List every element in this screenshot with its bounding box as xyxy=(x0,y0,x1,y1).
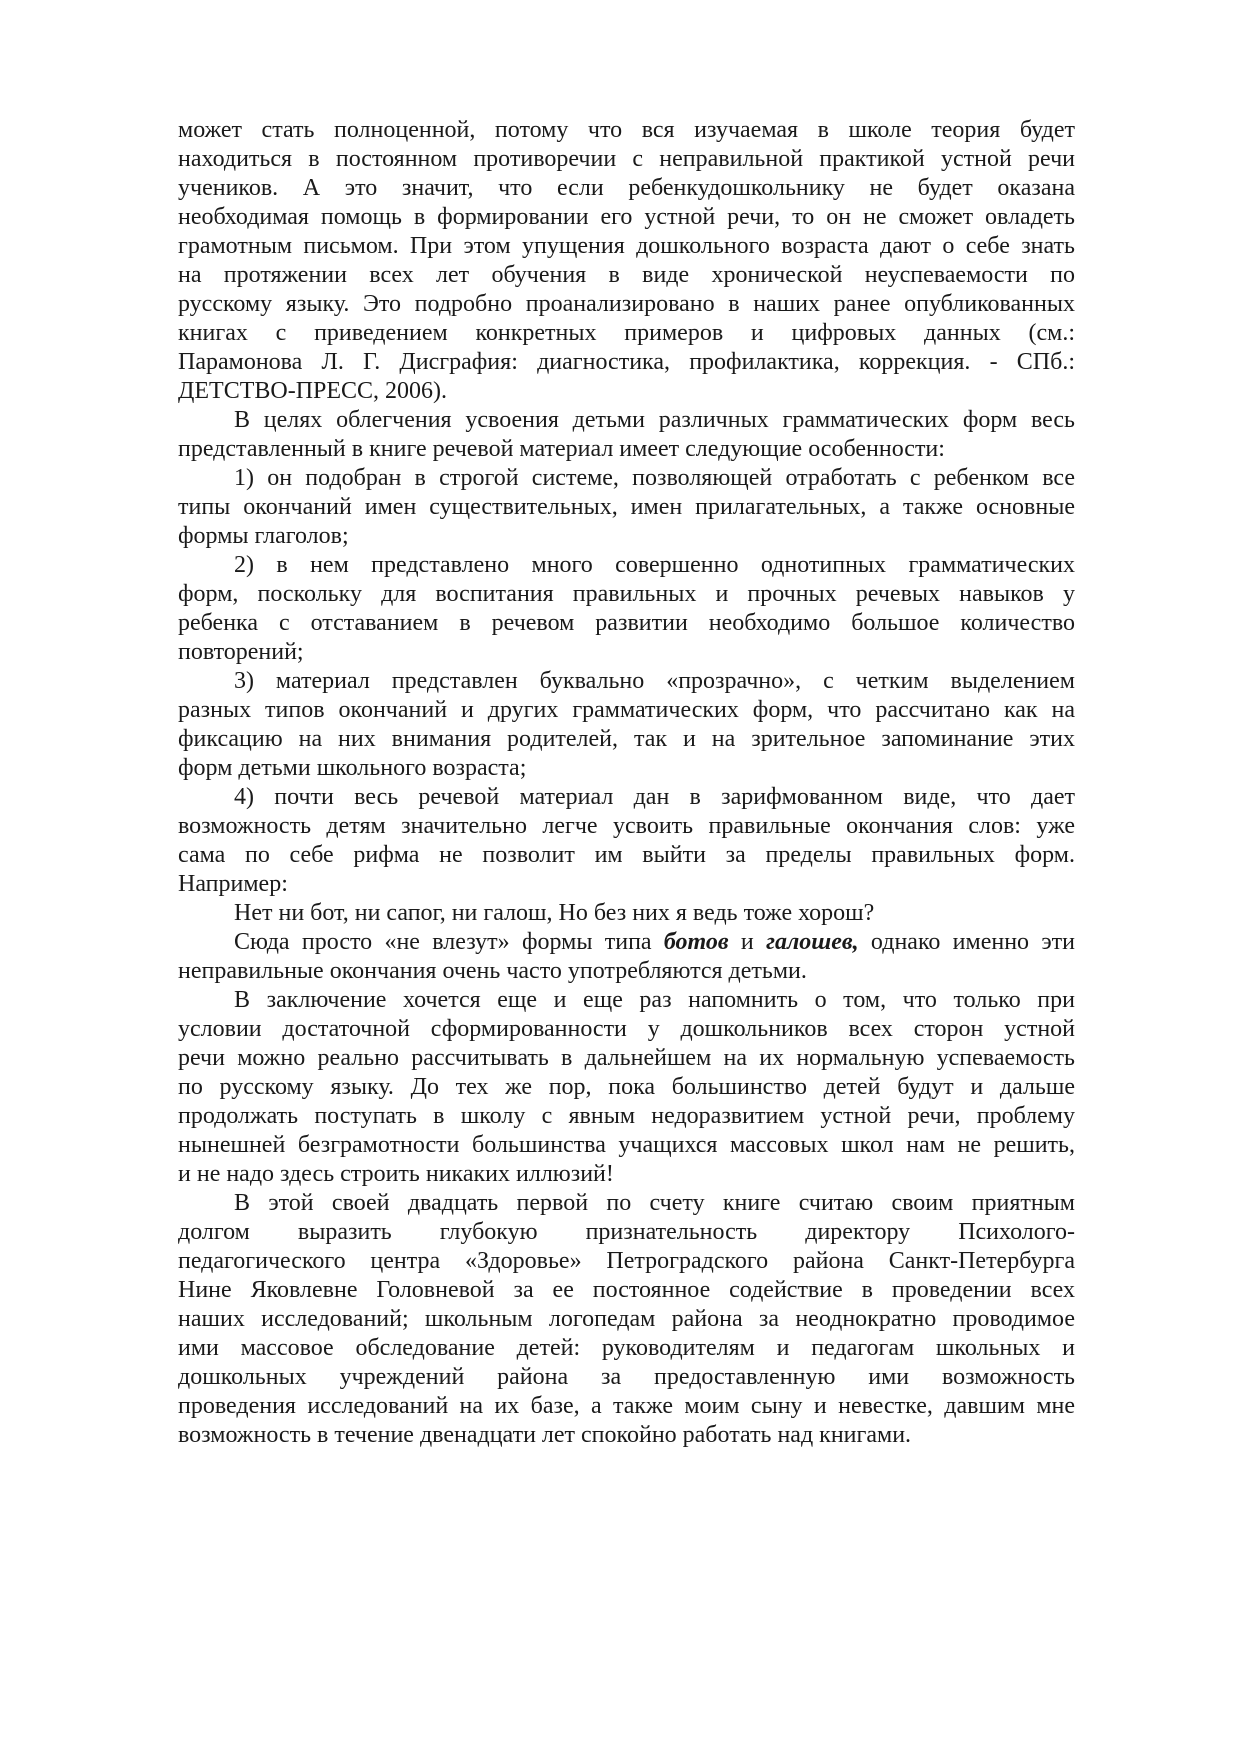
body-text-bottom xyxy=(178,986,1075,1450)
paragraph xyxy=(178,116,1075,406)
text-line: Нет ни бот, ни сапог, ни галош, Но без них я ведь тоже хорош? xyxy=(234,900,875,926)
text-line: неправильные окончания очень часто употребляются детьми. xyxy=(178,958,807,984)
text-line: возможность в течение двенадцати лет спокойно работать над книгами. xyxy=(178,1422,912,1448)
document-page xyxy=(178,116,1075,1450)
text-line: 1) он подобран в строгой системе, позволяющей отработать с ребенком все xyxy=(234,465,1075,491)
text-segment: однако именно эти xyxy=(858,929,1075,955)
text-line: необходимая помощь в формировании его устной речи, то он не сможет овладеть xyxy=(178,204,1075,230)
text-line: сама по себе рифма не позволит им выйти за пределы правильных форм. xyxy=(178,842,1075,868)
text-line: разных типов окончаний и других грамматических форм, что рассчитано как на xyxy=(178,697,1075,723)
text-segment: Сюда просто «не влезут» формы типа xyxy=(234,929,664,955)
text-line: форм детьми школьного возраста; xyxy=(178,755,527,781)
text-line: формы глаголов; xyxy=(178,523,349,549)
text-line: Например: xyxy=(178,871,288,897)
example-paragraph xyxy=(178,928,1075,986)
text-line: учеников. А это значит, что если ребенкудошкольнику не будет оказана xyxy=(178,175,1075,201)
paragraph xyxy=(178,667,1075,783)
text-line: наших исследований; школьным логопедам района за неоднократно проводимое xyxy=(178,1306,1075,1332)
text-line: ДЕТСТВО-ПРЕСС, 2006). xyxy=(178,378,448,404)
text-line: проведения исследований на их базе, а также моим сыну и невестке, давшим мне xyxy=(178,1393,1075,1419)
body-text-top xyxy=(178,116,1075,928)
text-line: условии достаточной сформированности у дошкольников всех сторон устной xyxy=(178,1016,1075,1042)
text-line: ребенка с отставанием в речевом развитии необходимо большое количество xyxy=(178,610,1075,636)
text-line: Нине Яковлевне Головневой за ее постоянное содействие в проведении всех xyxy=(178,1277,1075,1303)
text-line: повторений; xyxy=(178,639,304,665)
paragraph xyxy=(178,464,1075,551)
text-line: форм, поскольку для воспитания правильных и прочных речевых навыков у xyxy=(178,581,1075,607)
text-line: может стать полноценной, потому что вся изучаемая в школе теория будет xyxy=(178,117,1075,143)
text-line: продолжать поступать в школу с явным недоразвитием устной речи, проблему xyxy=(178,1103,1075,1129)
text-line: долгом выразить глубокую признательность директору Психолого- xyxy=(178,1219,1075,1245)
paragraph xyxy=(178,1189,1075,1450)
text-line: Парамонова Л. Г. Дисграфия: диагностика, профилактика, коррекция. - СПб.: xyxy=(178,349,1075,375)
text-line: возможность детям значительно легче усвоить правильные окончания слов: уже xyxy=(178,813,1075,839)
text-line: книгах с приведением конкретных примеров и цифровых данных (см.: xyxy=(178,320,1075,346)
text-line: В целях облегчения усвоения детьми различных грамматических форм весь xyxy=(234,407,1075,433)
text-line: 2) в нем представлено много совершенно однотипных грамматических xyxy=(234,552,1075,578)
text-line: В заключение хочется еще и еще раз напомнить о том, что только при xyxy=(234,987,1075,1013)
text-line: по русскому языку. До тех же пор, пока большинство детей будут и дальше xyxy=(178,1074,1075,1100)
text-line: 4) почти весь речевой материал дан в зарифмованном виде, что дает xyxy=(234,784,1075,810)
text-line: русскому языку. Это подробно проанализировано в наших ранее опубликованных xyxy=(178,291,1075,317)
text-line: на протяжении всех лет обучения в виде хронической неуспеваемости по xyxy=(178,262,1075,288)
text-line: нынешней безграмотности большинства учащихся массовых школ нам не решить, xyxy=(178,1132,1075,1158)
paragraph xyxy=(178,986,1075,1189)
paragraph xyxy=(178,783,1075,899)
text-line: фиксацию на них внимания родителей, так и на зрительное запоминание этих xyxy=(178,726,1075,752)
text-segment: и xyxy=(728,929,767,955)
text-line: ими массовое обследование детей: руководителям и педагогам школьных и xyxy=(178,1335,1075,1361)
text-line: типы окончаний имен существительных, имен прилагательных, а также основные xyxy=(178,494,1075,520)
paragraph xyxy=(178,899,1075,928)
text-line: грамотным письмом. При этом упущения дошкольного возраста дают о себе знать xyxy=(178,233,1075,259)
paragraph xyxy=(178,406,1075,464)
paragraph xyxy=(178,551,1075,667)
text-line: представленный в книге речевой материал имеет следующие особенности: xyxy=(178,436,945,462)
text-line: дошкольных учреждений района за предоставленную ими возможность xyxy=(178,1364,1075,1390)
text-line: 3) материал представлен буквально «прозрачно», с четким выделением xyxy=(234,668,1075,694)
text-line xyxy=(178,928,1075,957)
text-line: речи можно реально рассчитывать в дальнейшем на их нормальную успеваемость xyxy=(178,1045,1075,1071)
bold-word-botov: ботов xyxy=(663,929,729,955)
text-line: В этой своей двадцать первой по счету книге считаю своим приятным xyxy=(234,1190,1075,1216)
text-line: педагогического центра «Здоровье» Петроградского района Санкт-Петербурга xyxy=(178,1248,1075,1274)
text-line: и не надо здесь строить никаких иллюзий! xyxy=(178,1161,614,1187)
bold-word-galoshev: галошев, xyxy=(766,929,859,955)
text-line: находиться в постоянном противоречии с неправильной практикой устной речи xyxy=(178,146,1075,172)
